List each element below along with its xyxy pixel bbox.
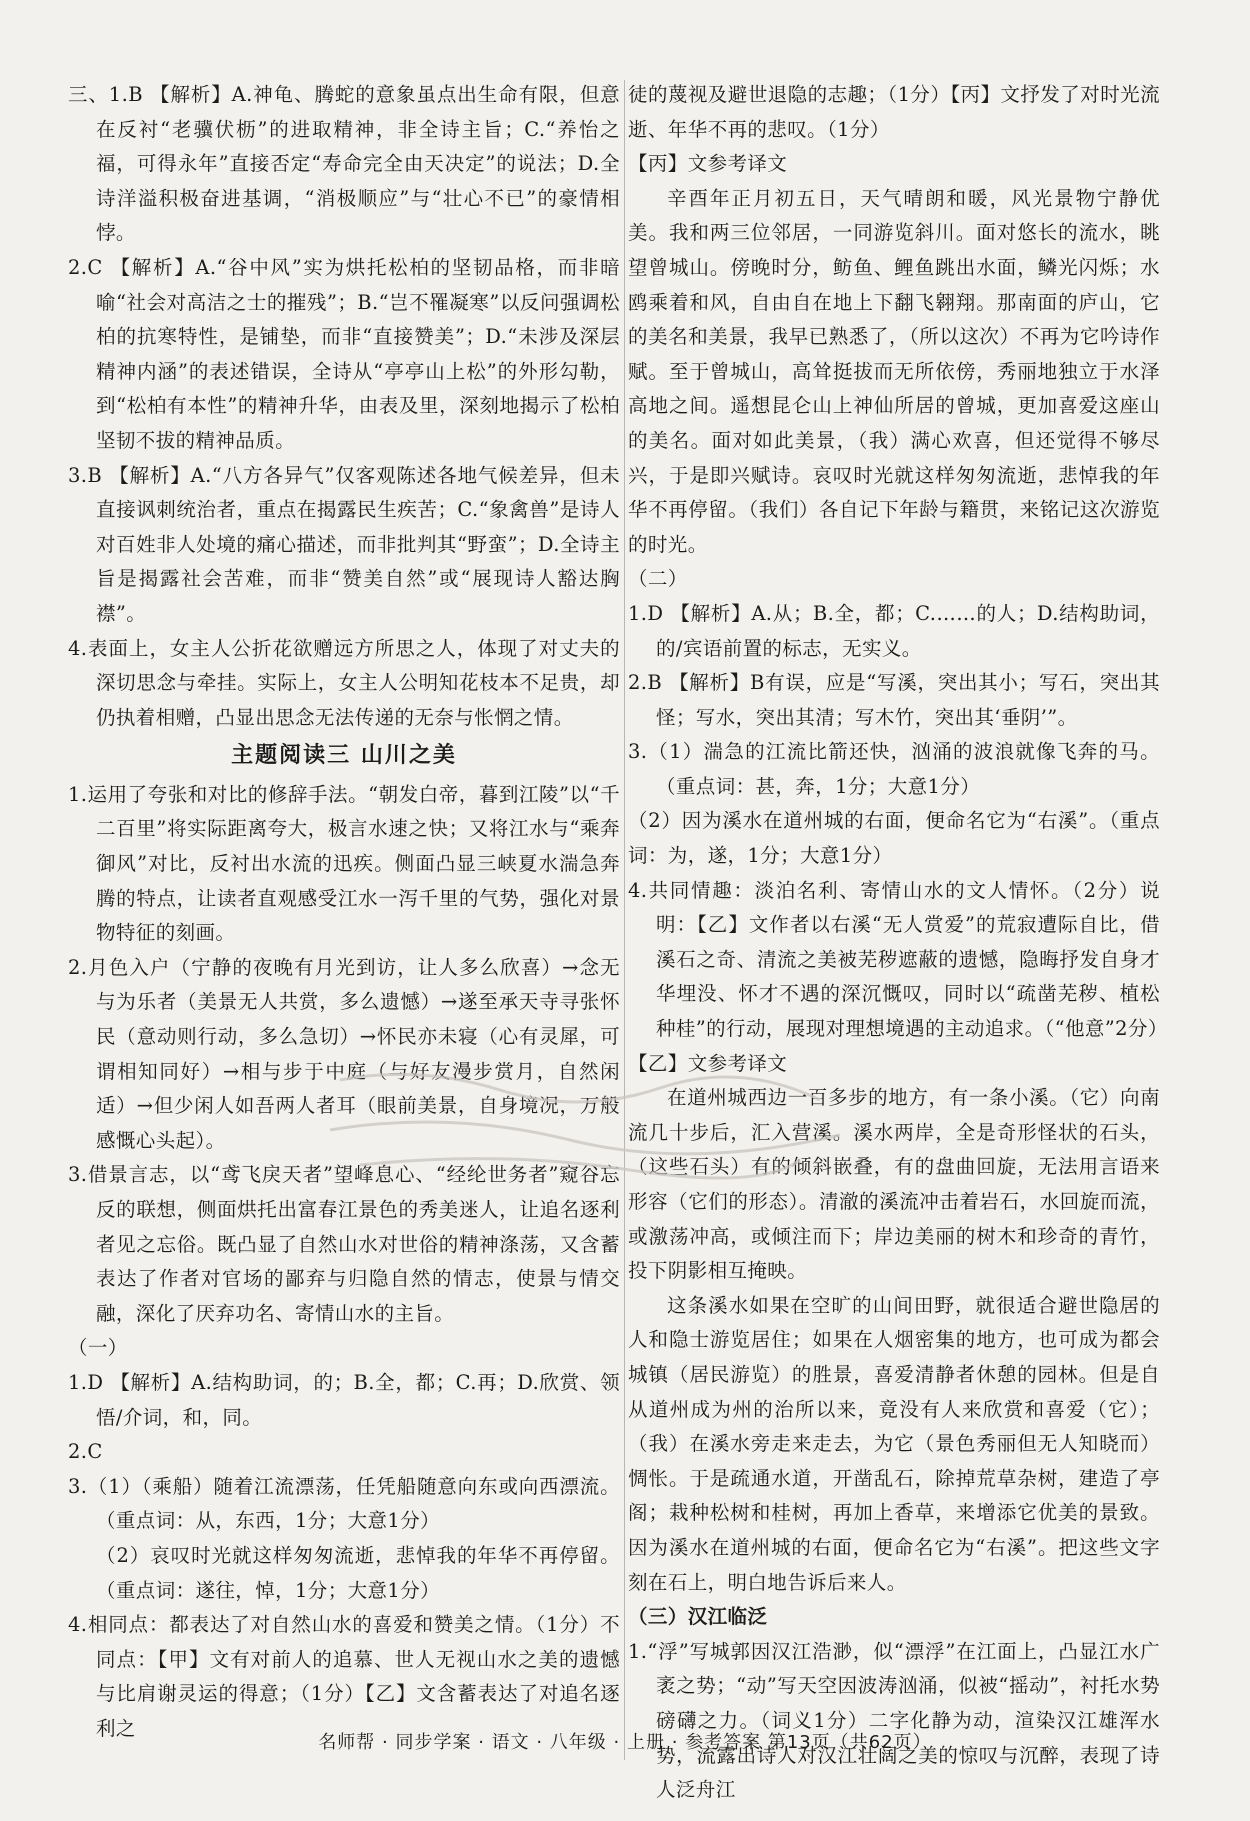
yi-translation-paragraph-1: 在道州城西边一百多步的地方，有一条小溪。（它）向南流几十步后，汇入营溪。溪水两岸，全是奇形怪状的石头，（这些石头）有的倾斜嵌叠，有的盘曲回旋，无法用言语来形容（它们的形态）。清澈的溪流冲击着岩石，水回旋而流，或激荡冲高，或倾注而下；岸边美丽的树木和珍奇的青竹，投下阴影相互掩映。: [628, 1086, 1160, 1283]
yi-translation-paragraph-2: 这条溪水如果在空旷的山间田野，就很适合避世隐居的人和隐士游览居住；如果在人烟密集的地方，也可成为都会城镇（居民游览）的胜景，喜爱清静者休憩的园林。但是自从道州成为州的治所以来，竟没有人来欣赏和喜爱（它）；（我）在溪水旁走来走去，为它（景色秀丽但无人知晓而）惆怅。于是疏通水道，开凿乱石，除掉荒草杂树，建造了亭阁；栽种松树和桂树，再加上香草，来增添它优美的景致。因为溪水在道州城的右面，便命名它为“右溪”。把这些文字刻在石上，明白地告诉后来人。: [628, 1293, 1160, 1594]
bing-translation-text: 辛酉年正月初五日，天气晴朗和暖，风光景物宁静优美。我和两三位邻居，一同游览斜川。面对悠长的流水，眺望曾城山。傍晚时分，鲂鱼、鲤鱼跳出水面，鳞光闪烁；水鸥乘着和风，自由自在地上下翻飞翱翔。那南面的庐山，它的美名和美景，我早已熟悉了，（所以这次）不再为它吟诗作赋。至于曾城山，高耸挺拔而无所依傍，秀丽地独立于水泽高地之间。遥想昆仑山上神仙所居的曾城，更加喜爱这座山的美名。面对如此美景，（我）满心欢喜，但还觉得不够尽兴，于是即兴赋诗。哀叹时光就这样匆匆流逝，悲悼我的年华不再停留。（我们）各自记下年龄与籍贯，来铭记这次游览的时光。: [628, 186, 1160, 556]
section-heading: 主题阅读三 山川之美: [231, 743, 457, 769]
topic-answer-1: 1.运用了夸张和对比的修辞手法。“朝发白帝，暮到江陵”以“千二百里”将实际距离夸大，极言水速之快；又将江水与“乘奔御风”对比，反衬出水流的迅疾。侧面凸显三峡夏水湍急奔腾的特点，让读者直观感受江水一泻千里的气势，强化对景物特征的刻画。: [68, 782, 620, 945]
topic-answer-3: 3.借景言志，以“鸢飞戾天者”望峰息心、“经纶世务者”窥谷忘反的联想，侧面烘托出富春江景色的秀美迷人，让追名逐利者见之忘俗。既凸显了自然山水对世俗的精神涤荡，又含蓄表达了作者对官场的鄙弃与归隐自然的情志，使景与情交融，深化了厌弃功名、寄情山水的主旨。: [68, 1163, 620, 1325]
page-footer: 名师帮 · 同步学案 · 语文 · 八年级 · 上册 · 参考答案 第13页（共62页）: [318, 1732, 932, 1753]
column-divider: [624, 80, 625, 1760]
answer-3-2: 2.C 【解析】A.“谷中风”实为烘托松柏的坚韧品格，而非暗喻“社会对高洁之士的摧残”；B.“岂不罹凝寒”以反问强调松柏的抗寒特性，是铺垫，而非“直接赞美”；D.“未涉及深层精神内涵”的表述错误，全诗从“亭亭山上松”的外形勾勒，到“松柏有本性”的精神升华，由表及里，深刻地揭示了松柏坚韧不拔的精神品质。: [68, 255, 620, 452]
answer-3-4: 4.表面上，女主人公折花欲赠远方所思之人，体现了对丈夫的深切思念与牵挂。实际上，女主人公明知花枝本不足贵，却仍执着相赠，凸显出思念无法传递的无奈与怅惘之情。: [68, 636, 620, 729]
section-2-answer-3-1: 3.（1）湍急的江流比箭还快，汹涌的波浪就像飞奔的马。（重点词：甚，奔，1分；大意1分）: [628, 740, 1160, 798]
section-1-label: （一）: [68, 1336, 128, 1360]
section-3-label: （三）汉江临泛: [628, 1605, 768, 1629]
left-column: [68, 78, 620, 1747]
section-1-answer-4-continued: 徒的蔑视及避世退隐的志趣；（1分）【丙】文抒发了对时光流逝、年华不再的悲叹。（1分）: [628, 83, 1160, 141]
section-2-answer-1: 1.D 【解析】A.从；B.全，都；C.……的人；D.结构助词，的/宾语前置的标志，无实义。: [628, 601, 1160, 660]
section-1-answer-1: 1.D 【解析】A.结构助词，的；B.全，都；C.再；D.欣赏、领悟/介词，和，同。: [68, 1370, 620, 1429]
section-1-answer-3-1: 3.（1）（乘船）随着江流漂荡，任凭船随意向东或向西漂流。（重点词：从，东西，1分；大意1分）: [68, 1474, 620, 1533]
answer-3-3: 3.B 【解析】A.“八方各异气”仅客观陈述各地气候差异，但未直接讽刺统治者，重点在揭露民生疾苦；C.“象禽兽”是诗人对百姓非人处境的痛心描述，而非批判其“野蛮”；D.全诗主旨是揭露社会苦难，而非“赞美自然”或“展现诗人豁达胸襟”。: [68, 463, 620, 625]
section-1-answer-3-2: （2）哀叹时光就这样匆匆流逝，悲悼我的年华不再停留。（重点词：遂往，悼，1分；大意1分）: [96, 1543, 620, 1602]
section-2-answer-3-2: （2）因为溪水在道州城的右面，便命名它为“右溪”。（重点词：为，遂，1分；大意1分）: [628, 809, 1160, 868]
topic-answer-2: 2.月色入户（宁静的夜晚有月光到访，让人多么欣喜）→念无与为乐者（美景无人共赏，多么遗憾）→遂至承天寺寻张怀民（意动则行动，多么急切）→怀民亦未寝（心有灵犀，可谓相知同好）→相与步于中庭（与好友漫步赏月，自然闲适）→但少闲人如吾两人者耳（眼前美景，自身境况，万般感慨心头起）。: [68, 955, 620, 1152]
yi-translation-label: 【乙】文参考译文: [628, 1051, 788, 1075]
section-3-answer-1: 1.“浮”写城郭因汉江浩渺，似“漂浮”在江面上，凸显江水广袤之势；“动”写天空因波涛汹涌，似被“摇动”，衬托水势磅礴之力。（词义1分）二字化静为动，渲染汉江雄浑水势，流露出诗人对汉江壮阔之美的惊叹与沉醉，表现了诗人泛舟江: [628, 1639, 1160, 1802]
bing-translation-label: 【丙】文参考译文: [628, 152, 788, 176]
section-1-answer-4: 4.相同点：都表达了对自然山水的喜爱和赞美之情。（1分）不同点：【甲】文有对前人的追慕、世人无视山水之美的遗憾与比肩谢灵运的得意；（1分）【乙】文含蓄表达了对追名逐利之: [68, 1613, 620, 1740]
section-2-label: （二）: [628, 567, 688, 591]
answer-3-1: 三、1.B 【解析】A.神龟、腾蛇的意象虽点出生命有限，但意在反衬“老骥伏枥”的进取精神，非全诗主旨；C.“养怡之福，可得永年”直接否定“寿命完全由天决定”的说法；D.全诗洋溢积极奋进基调，“消极顺应”与“壮心不已”的豪情相悖。: [68, 83, 620, 245]
section-1-answer-2: 2.C: [68, 1440, 103, 1464]
section-2-answer-2: 2.B 【解析】B有误，应是“写溪，突出其小；写石，突出其怪；写水，突出其清；写木竹，突出其‘垂阴’”。: [628, 671, 1160, 729]
right-column: [628, 78, 1168, 1808]
section-2-answer-4: 4.共同情趣：淡泊名利、寄情山水的文人情怀。（2分）说明：【乙】文作者以右溪“无人赏爱”的荒寂遭际自比，借溪石之奇、清流之美被芜秽遮蔽的遗憾，隐晦抒发自身才华埋没、怀才不遇的深沉慨叹，同时以“疏凿芜秽、植松种桂”的行动，展现对理想境遇的主动追求。（“他意”2分）: [628, 878, 1168, 1041]
